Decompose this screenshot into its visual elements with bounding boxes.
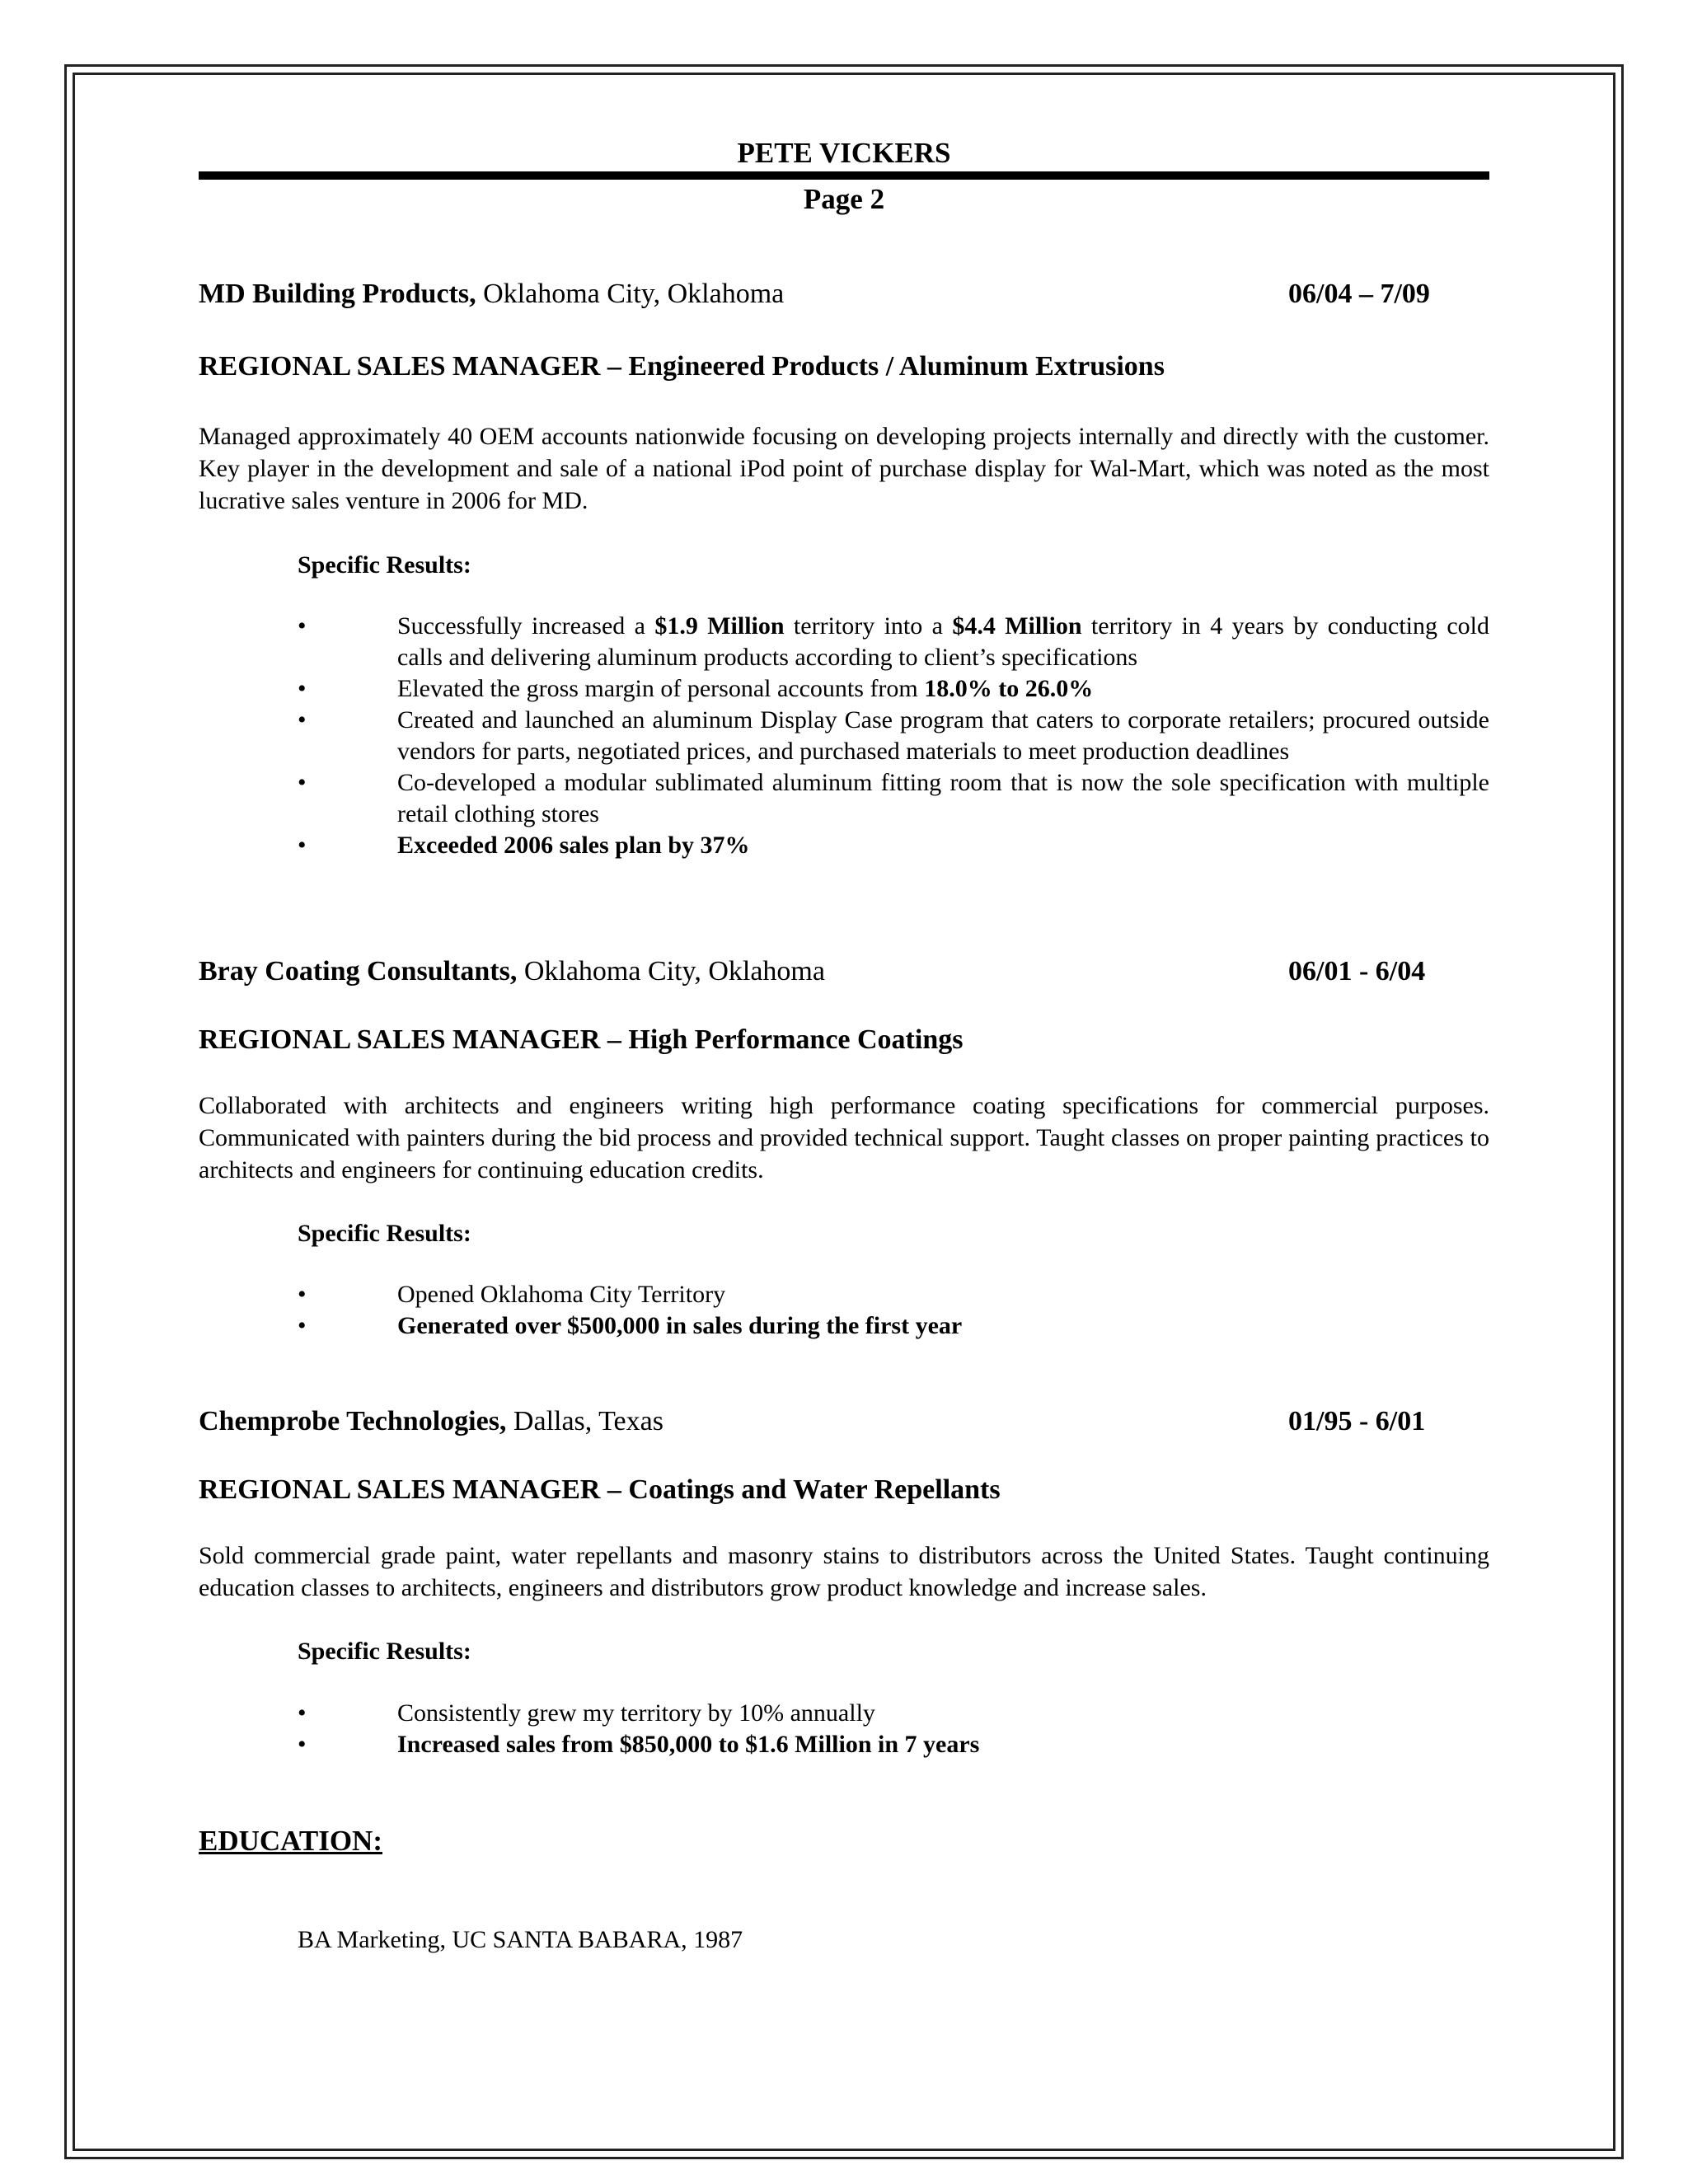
job-company-line bbox=[199, 279, 784, 310]
company-name: MD Building Products, bbox=[199, 279, 476, 309]
bullet-text: Opened Oklahoma City Territory bbox=[397, 1281, 726, 1308]
bullet-text: Exceeded 2006 sales plan by 37% bbox=[397, 832, 750, 859]
bullet-text: 18.0% to 26.0% bbox=[924, 675, 1094, 702]
job-dates: 06/04 – 7/09 bbox=[1288, 279, 1430, 309]
job-title: REGIONAL SALES MANAGER – High Performance Coatings bbox=[199, 1024, 964, 1055]
result-bullet-item bbox=[298, 611, 1489, 673]
result-bullet-item bbox=[298, 1729, 1489, 1760]
bullet-text: territory into a bbox=[784, 612, 953, 640]
result-bullet-item bbox=[298, 830, 1489, 861]
bullet-text: Successfully increased a bbox=[397, 612, 655, 640]
company-location: Oklahoma City, Oklahoma bbox=[517, 956, 825, 987]
bullet-icon: • bbox=[298, 675, 307, 702]
job-summary: Collaborated with architects and engineers writing high performance coating specifications for commercial purposes. Communicated with painters during the bid process and provided technical support. Taught classes on proper painting practices to architects and engineers for continuing education credits. bbox=[199, 1092, 1489, 1183]
results-list bbox=[298, 1279, 1489, 1342]
job-company-line bbox=[199, 956, 825, 987]
bullet-text: territory in 4 years by conducting cold calls and delivering aluminum products according to client’s specifications bbox=[397, 612, 1490, 671]
results-label: Specific Results: bbox=[298, 1220, 471, 1247]
results-list bbox=[298, 611, 1489, 861]
bullet-icon: • bbox=[298, 706, 307, 733]
company-location: Oklahoma City, Oklahoma bbox=[476, 279, 785, 309]
bullet-text: Elevated the gross margin of personal accounts from bbox=[397, 675, 925, 702]
header-rule bbox=[199, 171, 1489, 180]
education-entry: BA Marketing, UC SANTA BABARA, 1987 bbox=[298, 1926, 743, 1953]
job-dates: 01/95 - 6/01 bbox=[1288, 1406, 1426, 1436]
results-list bbox=[298, 1698, 1489, 1760]
bullet-text: Created and launched an aluminum Display Case program that caters to corporate retailers; procured outside vendors for parts, negotiated prices, and purchased materials to meet production deadlines bbox=[397, 706, 1489, 765]
bullet-icon: • bbox=[298, 832, 307, 859]
bullet-icon: • bbox=[298, 769, 307, 796]
job-title: REGIONAL SALES MANAGER – Coatings and Water Repellants bbox=[199, 1474, 1001, 1505]
job-summary: Managed approximately 40 OEM accounts nationwide focusing on developing projects internally and directly with the customer. Key player in the development and sale of a national iPod point of purchase display for Wal-Mart, which was noted as the most lucrative sales venture in 2006 for MD. bbox=[199, 423, 1489, 514]
bullet-text: $1.9 Million bbox=[654, 612, 785, 640]
company-name: Chemprobe Technologies, bbox=[199, 1406, 507, 1436]
bullet-icon: • bbox=[298, 1312, 307, 1339]
bullet-icon: • bbox=[298, 1731, 307, 1758]
result-bullet-item bbox=[298, 1698, 1489, 1729]
bullet-text: Co-developed a modular sublimated aluminum fitting room that is now the sole specification with multiple retail clothing stores bbox=[397, 769, 1489, 827]
company-location: Dallas, Texas bbox=[506, 1406, 663, 1436]
result-bullet-item bbox=[298, 673, 1489, 705]
result-bullet-item bbox=[298, 1310, 1489, 1342]
job-title: REGIONAL SALES MANAGER – Engineered Products / Aluminum Extrusions bbox=[199, 351, 1165, 382]
bullet-text: Consistently grew my territory by 10% annually bbox=[397, 1699, 875, 1727]
bullet-icon: • bbox=[298, 1699, 307, 1727]
bullet-icon: • bbox=[298, 1281, 307, 1308]
result-bullet-item bbox=[298, 1279, 1489, 1310]
page-number: Page 2 bbox=[803, 183, 885, 215]
result-bullet-item bbox=[298, 705, 1489, 767]
candidate-name: PETE VICKERS bbox=[737, 137, 951, 169]
bullet-text: Generated over $500,000 in sales during the first year bbox=[397, 1312, 963, 1339]
job-dates: 06/01 - 6/04 bbox=[1288, 956, 1426, 987]
result-bullet-item bbox=[298, 767, 1489, 830]
results-label: Specific Results: bbox=[298, 1638, 471, 1665]
bullet-text: Increased sales from $850,000 to $1.6 Million in 7 years bbox=[397, 1731, 980, 1758]
company-name: Bray Coating Consultants, bbox=[199, 956, 518, 987]
job-summary: Sold commercial grade paint, water repellants and masonry stains to distributors across the United States. Taught continuing education classes to architects, engineers and distributors grow product knowledge and increase sales. bbox=[199, 1542, 1489, 1601]
education-heading: EDUCATION: bbox=[199, 1825, 382, 1857]
bullet-icon: • bbox=[298, 612, 307, 640]
bullet-text: $4.4 Million bbox=[952, 612, 1082, 640]
results-label: Specific Results: bbox=[298, 551, 471, 579]
job-company-line bbox=[199, 1406, 663, 1437]
